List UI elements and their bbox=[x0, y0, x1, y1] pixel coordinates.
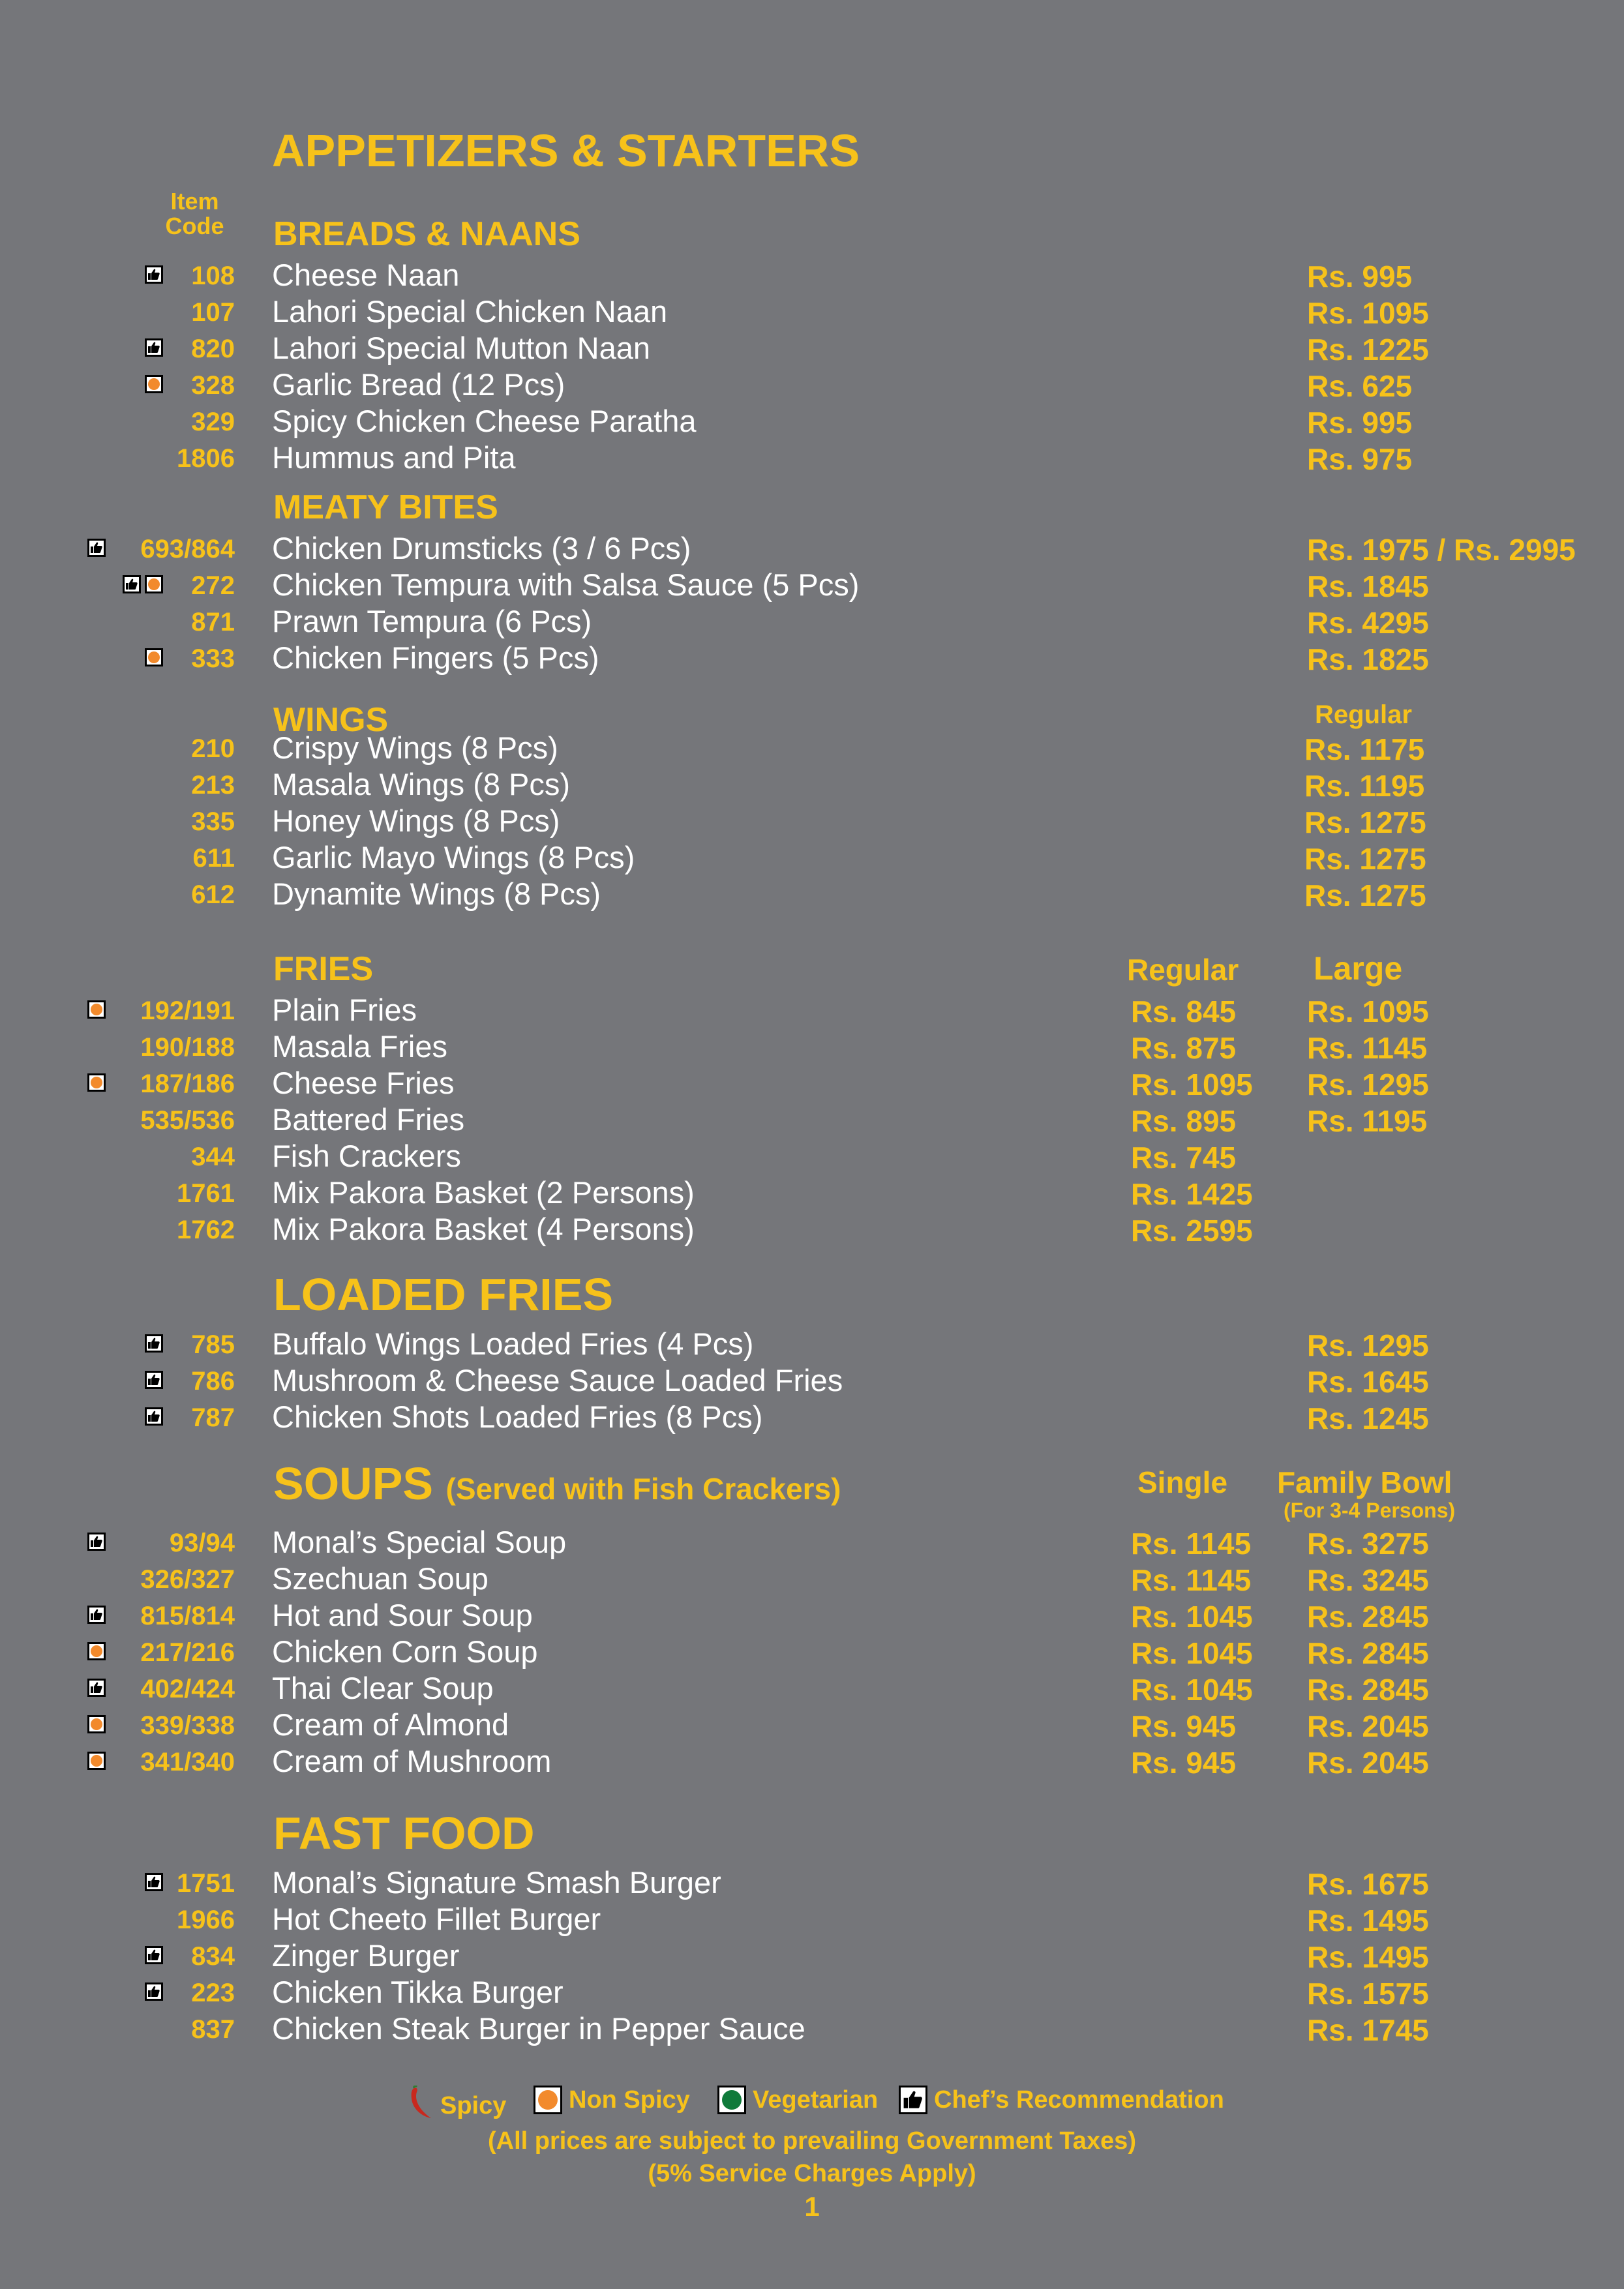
price-regular: Rs. 745 bbox=[1131, 1141, 1237, 1174]
item-name: Monal’s Special Soup bbox=[272, 1525, 567, 1559]
menu-item bbox=[0, 1671, 1624, 1707]
price-family-bowl: Rs. 2845 bbox=[1307, 1673, 1429, 1707]
menu-item bbox=[0, 404, 1624, 440]
item-name: Battered Fries bbox=[272, 1102, 465, 1137]
item-price: Rs. 625 bbox=[1307, 369, 1413, 403]
price-family-bowl: Rs. 2845 bbox=[1307, 1636, 1429, 1670]
menu-item bbox=[0, 367, 1624, 404]
item-name: Mushroom & Cheese Sauce Loaded Fries bbox=[272, 1363, 843, 1398]
item-name: Chicken Steak Burger in Pepper Sauce bbox=[272, 2011, 805, 2046]
legend bbox=[0, 2086, 1624, 2125]
price-regular: Rs. 1425 bbox=[1131, 1177, 1253, 1211]
menu-item bbox=[0, 1326, 1624, 1363]
item-code: 815/814 bbox=[140, 1602, 235, 1630]
item-icons bbox=[87, 1606, 106, 1624]
menu-item bbox=[0, 1561, 1624, 1598]
thumbs-up-icon bbox=[87, 1606, 106, 1624]
item-name: Thai Clear Soup bbox=[272, 1671, 494, 1705]
item-price: Rs. 1745 bbox=[1307, 2013, 1429, 2047]
non-spicy-icon bbox=[87, 1642, 106, 1660]
section-title bbox=[273, 952, 373, 986]
legend-spicy-label: Spicy bbox=[440, 2091, 507, 2119]
item-code: 871 bbox=[191, 608, 235, 636]
item-name: Chicken Fingers (5 Pcs) bbox=[272, 640, 599, 675]
non-spicy-icon bbox=[145, 648, 163, 666]
price-regular: Rs. 2595 bbox=[1131, 1214, 1253, 1248]
price-large: Rs. 1095 bbox=[1307, 995, 1429, 1028]
item-name: Spicy Chicken Cheese Paratha bbox=[272, 404, 697, 438]
item-code: 787 bbox=[191, 1403, 235, 1432]
thumbs-up-icon bbox=[145, 1946, 163, 1964]
item-name: Cheese Fries bbox=[272, 1066, 455, 1100]
page-title: APPETIZERS & STARTERS bbox=[272, 125, 860, 176]
column-header-regular: Regular bbox=[1127, 953, 1239, 987]
item-price: Rs. 1175 bbox=[1304, 732, 1425, 766]
price-single: Rs. 1145 bbox=[1131, 1563, 1252, 1597]
item-code: 335 bbox=[191, 807, 235, 836]
item-icons bbox=[145, 1982, 163, 2001]
price-single: Rs. 945 bbox=[1131, 1709, 1237, 1743]
item-code: 341/340 bbox=[140, 1748, 235, 1776]
chili-icon bbox=[408, 2086, 434, 2126]
non-spicy-icon bbox=[87, 1000, 106, 1019]
menu-item bbox=[0, 1525, 1624, 1561]
item-name: Hummus and Pita bbox=[272, 440, 516, 475]
thumbs-up-icon bbox=[899, 2086, 927, 2114]
price-single: Rs. 1045 bbox=[1131, 1600, 1253, 1634]
item-icons bbox=[145, 1334, 163, 1353]
thumbs-up-icon bbox=[145, 1407, 163, 1426]
menu-item bbox=[0, 1029, 1624, 1066]
column-header-regular: Regular bbox=[1315, 700, 1412, 729]
item-icons bbox=[87, 1533, 106, 1551]
item-name: Chicken Drumsticks (3 / 6 Pcs) bbox=[272, 531, 691, 565]
item-price: Rs. 1675 bbox=[1307, 1867, 1429, 1901]
menu-item bbox=[0, 730, 1624, 767]
menu-item bbox=[0, 604, 1624, 640]
item-code: 213 bbox=[191, 771, 235, 800]
item-code: 217/216 bbox=[140, 1638, 235, 1667]
legend-non-spicy bbox=[534, 2086, 690, 2114]
price-single: Rs. 1145 bbox=[1131, 1527, 1252, 1561]
item-code: 328 bbox=[191, 371, 235, 400]
item-price: Rs. 975 bbox=[1307, 442, 1413, 476]
legend-chef bbox=[899, 2086, 1224, 2114]
menu-item bbox=[0, 1744, 1624, 1780]
item-price: Rs. 1095 bbox=[1307, 296, 1429, 330]
item-name: Cream of Mushroom bbox=[272, 1744, 552, 1778]
menu-item bbox=[0, 1707, 1624, 1744]
column-header-single: Single bbox=[1137, 1465, 1228, 1499]
item-name: Buffalo Wings Loaded Fries (4 Pcs) bbox=[272, 1326, 754, 1361]
section-subtitle: (Served with Fish Crackers) bbox=[445, 1472, 841, 1506]
legend-spicy bbox=[408, 2086, 506, 2126]
menu-item bbox=[0, 1865, 1624, 1902]
price-large: Rs. 1295 bbox=[1307, 1068, 1429, 1101]
thumbs-up-icon bbox=[145, 265, 163, 284]
item-name: Garlic Mayo Wings (8 Pcs) bbox=[272, 840, 635, 875]
item-code: 93/94 bbox=[169, 1529, 235, 1557]
non-spicy-icon bbox=[87, 1715, 106, 1733]
item-price: Rs. 1295 bbox=[1307, 1328, 1429, 1362]
menu-item bbox=[0, 1634, 1624, 1671]
item-name: Cream of Almond bbox=[272, 1707, 509, 1742]
taxes-note: (All prices are subject to prevailing Government Taxes) bbox=[488, 2127, 1136, 2155]
item-name: Lahori Special Chicken Naan bbox=[272, 294, 668, 329]
item-price: Rs. 995 bbox=[1307, 260, 1413, 293]
price-large: Rs. 1195 bbox=[1307, 1104, 1428, 1138]
menu-item bbox=[0, 640, 1624, 677]
menu-item bbox=[0, 1212, 1624, 1248]
item-price: Rs. 1245 bbox=[1307, 1401, 1429, 1435]
legend-chef-label: Chef’s Recommendation bbox=[934, 2086, 1224, 2114]
item-icons bbox=[145, 265, 163, 284]
item-code: 108 bbox=[191, 262, 235, 290]
menu-item bbox=[0, 1938, 1624, 1975]
item-price: Rs. 1975 / Rs. 2995 bbox=[1307, 533, 1576, 567]
item-name: Zinger Burger bbox=[272, 1938, 460, 1973]
section-title-text: LOADED FRIES bbox=[273, 1269, 614, 1320]
item-name: Lahori Special Mutton Naan bbox=[272, 331, 651, 365]
item-code: 834 bbox=[191, 1942, 235, 1971]
item-price: Rs. 1645 bbox=[1307, 1365, 1429, 1399]
menu-item bbox=[0, 331, 1624, 367]
item-icons bbox=[123, 575, 163, 593]
item-code: 1966 bbox=[177, 1906, 235, 1934]
item-icons bbox=[145, 1371, 163, 1389]
non-spicy-icon bbox=[145, 575, 163, 593]
menu-item bbox=[0, 1975, 1624, 2011]
item-icons bbox=[87, 1715, 106, 1733]
menu-item bbox=[0, 2011, 1624, 2048]
thumbs-up-icon bbox=[123, 575, 141, 593]
section-title-text: FRIES bbox=[273, 950, 374, 988]
column-header-family-bowl: Family Bowl bbox=[1277, 1465, 1452, 1499]
legend-vegetarian bbox=[717, 2086, 878, 2114]
menu-item bbox=[0, 567, 1624, 604]
legend-non-spicy-label: Non Spicy bbox=[569, 2086, 690, 2114]
price-family-bowl: Rs. 2045 bbox=[1307, 1746, 1429, 1780]
item-code: 333 bbox=[191, 644, 235, 673]
item-code: 535/536 bbox=[140, 1106, 235, 1135]
item-price: Rs. 1275 bbox=[1304, 878, 1426, 912]
item-icons bbox=[145, 1407, 163, 1426]
price-family-bowl: Rs. 2045 bbox=[1307, 1709, 1429, 1743]
price-family-bowl: Rs. 2845 bbox=[1307, 1600, 1429, 1634]
item-code: 329 bbox=[191, 408, 235, 436]
item-price: Rs. 1845 bbox=[1307, 569, 1429, 603]
menu-item bbox=[0, 1102, 1624, 1139]
menu-item bbox=[0, 1066, 1624, 1102]
column-subheader-family: (For 3-4 Persons) bbox=[1284, 1499, 1456, 1522]
item-icons bbox=[87, 1752, 106, 1770]
menu-item bbox=[0, 258, 1624, 294]
item-name: Masala Wings (8 Pcs) bbox=[272, 767, 571, 801]
item-icons bbox=[145, 375, 163, 393]
price-regular: Rs. 895 bbox=[1131, 1104, 1237, 1138]
item-price: Rs. 1195 bbox=[1304, 769, 1425, 803]
item-name: Cheese Naan bbox=[272, 258, 460, 292]
legend-vegetarian-label: Vegetarian bbox=[753, 2086, 879, 2114]
item-code: 339/338 bbox=[140, 1711, 235, 1740]
item-name: Mix Pakora Basket (2 Persons) bbox=[272, 1175, 695, 1210]
non-spicy-icon bbox=[87, 1073, 106, 1092]
item-code: 210 bbox=[191, 734, 235, 763]
item-icons bbox=[145, 338, 163, 357]
thumbs-up-icon bbox=[145, 1873, 163, 1891]
menu-item bbox=[0, 440, 1624, 477]
item-price: Rs. 1495 bbox=[1307, 1904, 1429, 1937]
section-title bbox=[273, 490, 498, 524]
page-number: 1 bbox=[804, 2191, 820, 2222]
price-regular: Rs. 1095 bbox=[1131, 1068, 1253, 1101]
item-icons bbox=[87, 1000, 106, 1019]
price-regular: Rs. 875 bbox=[1131, 1031, 1237, 1065]
item-icons bbox=[145, 1946, 163, 1964]
item-code: 786 bbox=[191, 1367, 235, 1396]
menu-item bbox=[0, 1902, 1624, 1938]
menu-item bbox=[0, 1175, 1624, 1212]
item-code: 1761 bbox=[177, 1179, 235, 1208]
item-name: Chicken Tikka Burger bbox=[272, 1975, 564, 2009]
item-name: Plain Fries bbox=[272, 993, 417, 1027]
menu-item bbox=[0, 1598, 1624, 1634]
item-price: Rs. 1275 bbox=[1304, 805, 1426, 839]
thumbs-up-icon bbox=[87, 539, 106, 557]
item-name: Masala Fries bbox=[272, 1029, 448, 1064]
item-icons bbox=[145, 1873, 163, 1891]
item-code: 820 bbox=[191, 335, 235, 363]
menu-item bbox=[0, 531, 1624, 567]
price-family-bowl: Rs. 3245 bbox=[1307, 1563, 1429, 1597]
price-family-bowl: Rs. 3275 bbox=[1307, 1527, 1429, 1561]
section-title bbox=[273, 1269, 614, 1320]
service-charge-note: (5% Service Charges Apply) bbox=[648, 2160, 976, 2187]
item-name: Hot and Sour Soup bbox=[272, 1598, 533, 1632]
item-code: 223 bbox=[191, 1979, 235, 2007]
menu-item bbox=[0, 803, 1624, 840]
item-name: Dynamite Wings (8 Pcs) bbox=[272, 876, 601, 911]
item-code: 1751 bbox=[177, 1869, 235, 1898]
item-code-header: Item Code bbox=[165, 188, 224, 239]
item-code: 344 bbox=[191, 1143, 235, 1171]
menu-item bbox=[0, 876, 1624, 913]
section-title-text: SOUPS bbox=[273, 1458, 434, 1509]
menu-item bbox=[0, 1139, 1624, 1175]
item-price: Rs. 1825 bbox=[1307, 642, 1429, 676]
section-title-text: WINGS bbox=[273, 701, 389, 739]
item-name: Prawn Tempura (6 Pcs) bbox=[272, 604, 592, 638]
menu-item bbox=[0, 767, 1624, 803]
item-name: Crispy Wings (8 Pcs) bbox=[272, 730, 558, 765]
section-title-text: FAST FOOD bbox=[273, 1808, 535, 1859]
item-code: 326/327 bbox=[140, 1565, 235, 1594]
thumbs-up-icon bbox=[145, 1982, 163, 2001]
non-spicy-icon bbox=[145, 375, 163, 393]
thumbs-up-icon bbox=[87, 1679, 106, 1697]
non-spicy-icon bbox=[87, 1752, 106, 1770]
column-header-large: Large bbox=[1314, 950, 1403, 987]
vegetarian-icon bbox=[717, 2086, 746, 2114]
item-code: 272 bbox=[191, 571, 235, 600]
item-icons bbox=[87, 1679, 106, 1697]
price-regular: Rs. 845 bbox=[1131, 995, 1237, 1028]
item-icons bbox=[87, 539, 106, 557]
item-name: Mix Pakora Basket (4 Persons) bbox=[272, 1212, 695, 1246]
item-price: Rs. 1225 bbox=[1307, 333, 1429, 367]
section-title-text: BREADS & NAANS bbox=[273, 215, 580, 253]
price-large: Rs. 1145 bbox=[1307, 1031, 1428, 1065]
item-code: 837 bbox=[191, 2015, 235, 2044]
thumbs-up-icon bbox=[87, 1533, 106, 1551]
section-title-text: MEATY BITES bbox=[273, 488, 498, 526]
item-code: 611 bbox=[192, 844, 235, 873]
thumbs-up-icon bbox=[145, 338, 163, 357]
item-name: Honey Wings (8 Pcs) bbox=[272, 803, 560, 838]
item-name: Chicken Tempura with Salsa Sauce (5 Pcs) bbox=[272, 567, 860, 602]
price-single: Rs. 945 bbox=[1131, 1746, 1237, 1780]
item-code: 107 bbox=[191, 298, 235, 327]
non-spicy-icon bbox=[534, 2086, 562, 2114]
section-title bbox=[273, 217, 580, 251]
item-icons bbox=[87, 1073, 106, 1092]
item-price: Rs. 1575 bbox=[1307, 1977, 1429, 2011]
menu-item bbox=[0, 840, 1624, 876]
item-name: Chicken Corn Soup bbox=[272, 1634, 538, 1669]
menu-item bbox=[0, 294, 1624, 331]
item-code: 1806 bbox=[177, 444, 235, 473]
item-code: 190/188 bbox=[140, 1033, 235, 1062]
item-code: 1762 bbox=[177, 1216, 235, 1244]
item-code: 785 bbox=[191, 1330, 235, 1359]
thumbs-up-icon bbox=[145, 1371, 163, 1389]
thumbs-up-icon bbox=[145, 1334, 163, 1353]
item-price: Rs. 4295 bbox=[1307, 606, 1429, 640]
item-icons bbox=[145, 648, 163, 666]
item-price: Rs. 995 bbox=[1307, 406, 1413, 440]
price-single: Rs. 1045 bbox=[1131, 1673, 1253, 1707]
item-name: Garlic Bread (12 Pcs) bbox=[272, 367, 565, 402]
price-single: Rs. 1045 bbox=[1131, 1636, 1253, 1670]
item-icons bbox=[87, 1642, 106, 1660]
item-name: Monal’s Signature Smash Burger bbox=[272, 1865, 721, 1900]
item-price: Rs. 1495 bbox=[1307, 1940, 1429, 1974]
menu-item bbox=[0, 1399, 1624, 1436]
item-name: Fish Crackers bbox=[272, 1139, 461, 1173]
section-title bbox=[273, 1458, 841, 1509]
item-code: 192/191 bbox=[140, 996, 235, 1025]
item-name: Hot Cheeto Fillet Burger bbox=[272, 1902, 601, 1936]
menu-item bbox=[0, 1363, 1624, 1399]
item-code: 402/424 bbox=[140, 1675, 235, 1703]
menu-item bbox=[0, 993, 1624, 1029]
section-title bbox=[273, 1808, 535, 1859]
item-code: 612 bbox=[191, 880, 235, 909]
item-name: Szechuan Soup bbox=[272, 1561, 489, 1596]
item-code: 187/186 bbox=[140, 1070, 235, 1098]
item-price: Rs. 1275 bbox=[1304, 842, 1426, 876]
item-name: Chicken Shots Loaded Fries (8 Pcs) bbox=[272, 1399, 763, 1434]
item-code: 693/864 bbox=[140, 535, 235, 563]
